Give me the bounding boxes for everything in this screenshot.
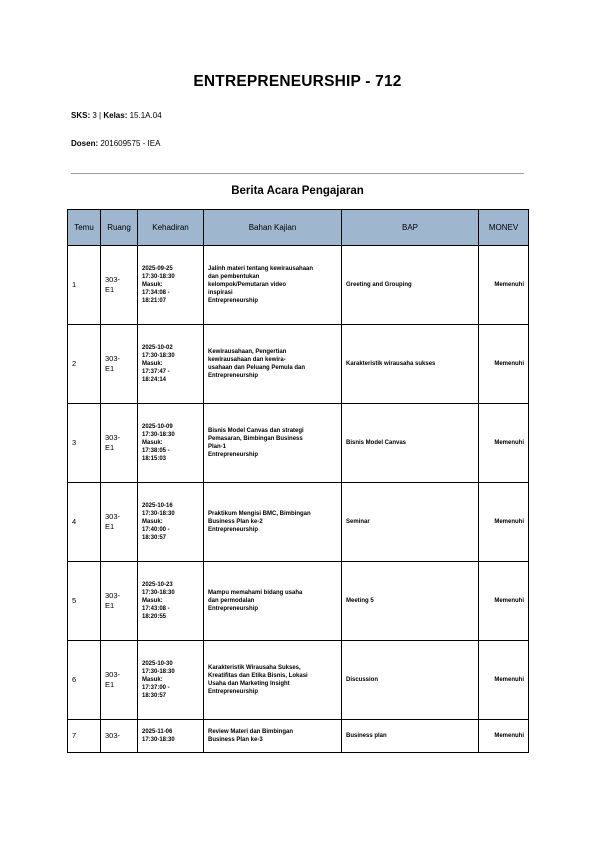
cell-kehadiran [138,404,204,483]
col-header-temu: Temu [68,210,101,246]
col-header-ruang: Ruang [101,210,138,246]
cell-kehadiran-line: 17:30-18:30 [142,511,175,517]
cell-bahan-kajian-line: Entrepreneurship [208,298,259,304]
lecturer-meta [71,139,160,148]
cell-bap: Greeting and Grouping [342,246,479,325]
cell-ruang [101,404,138,483]
cell-bap: Meeting 5 [342,562,479,641]
cell-bahan-kajian-line: Mampu memahami bidang usaha [208,590,303,596]
cell-monev: Memenuhi [479,720,529,753]
cell-ruang-line: E1 [105,443,115,452]
cell-kehadiran-line: 17:30-18:30 [142,669,175,675]
cell-monev: Memenuhi [479,641,529,720]
cell-monev: Memenuhi [479,246,529,325]
cell-bahan-kajian-line: Praktikum Mengisi BMC, Bimbingan [208,511,311,517]
table-row [68,483,529,562]
cell-bahan-kajian-line: Pemasaran, Bimbingan Business [208,436,303,442]
cell-ruang-line: 303- [105,275,121,284]
cell-kehadiran-line: Masuk: [142,519,163,525]
cell-bap: Bisnis Model Canvas [342,404,479,483]
table-row [68,720,529,753]
meta-separator: | [99,111,102,120]
cell-kehadiran-line: 17:30-18:30 [142,590,175,596]
col-header-monev: MONEV [479,210,529,246]
cell-ruang-line: E1 [105,285,115,294]
cell-ruang-line: 303- [105,591,121,600]
table-header-row [68,210,529,246]
cell-bahan-kajian-line: kelompok/Pemutaran video [208,282,287,288]
cell-ruang [101,483,138,562]
cell-monev: Memenuhi [479,404,529,483]
cell-ruang-line: 303- [105,433,121,442]
col-header-bahan-kajian: Bahan Kajian [204,210,342,246]
cell-ruang [101,720,138,753]
cell-ruang-line: E1 [105,522,115,531]
cell-kehadiran-line: 17:37:00 - [142,685,170,691]
cell-kehadiran-line: 17:30-18:30 [142,737,175,743]
cell-kehadiran-line: 17:30-18:30 [142,432,175,438]
cell-kehadiran-line: 2025-10-09 [142,424,173,430]
cell-kehadiran-line: 2025-09-25 [142,266,173,272]
cell-ruang-line: 303- [105,354,121,363]
cell-bahan-kajian-line: Usaha dan Marketing Insight [208,681,290,687]
cell-kehadiran-line: 17:38:05 - [142,448,170,454]
col-header-kehadiran: Kehadiran [138,210,204,246]
cell-kehadiran-line: 2025-10-23 [142,582,173,588]
cell-kehadiran-line: Masuk: [142,282,163,288]
table-row [68,641,529,720]
cell-temu: 6 [68,641,101,720]
dosen-value: 201609575 - IEA [100,139,161,148]
sks-value: 3 [92,111,97,120]
cell-temu: 1 [68,246,101,325]
cell-bahan-kajian-line: Bisnis Model Canvas dan strategi [208,428,304,434]
cell-temu: 4 [68,483,101,562]
sks-label: SKS: [71,111,91,120]
cell-bahan-kajian-line: dan permodalan [208,598,255,604]
cell-bahan-kajian-line: Entrepreneurship [208,527,259,533]
cell-temu: 7 [68,720,101,753]
divider [71,173,524,174]
table-row [68,325,529,404]
cell-bahan-kajian-line: kewirausahaan dan kewira- [208,357,286,363]
cell-bahan-kajian-line: Kreatifitas dan Etika Bisnis, Lokasi [208,673,308,679]
table-row [68,246,529,325]
cell-bahan-kajian-line: Review Materi dan Bimbingan [208,729,294,735]
cell-bap: Karakteristik wirausaha sukses [342,325,479,404]
cell-ruang [101,325,138,404]
cell-kehadiran-line: 17:34:08 - [142,290,170,296]
dosen-label: Dosen: [71,139,99,148]
cell-kehadiran-line: 17:30-18:30 [142,274,175,280]
cell-bap: Business plan [342,720,479,753]
cell-kehadiran-line: 2025-10-30 [142,661,173,667]
cell-kehadiran [138,246,204,325]
cell-bahan-kajian [204,641,342,720]
cell-kehadiran [138,641,204,720]
cell-bahan-kajian-line: Business Plan ke-3 [208,737,263,743]
cell-bahan-kajian-line: Entrepreneurship [208,452,259,458]
cell-ruang-line: E1 [105,680,115,689]
cell-kehadiran-line: 2025-10-02 [142,345,173,351]
cell-kehadiran [138,562,204,641]
cell-bahan-kajian-line: inspirasi [208,290,233,296]
cell-kehadiran-line: 18:20:55 [142,614,167,620]
cell-temu: 3 [68,404,101,483]
cell-kehadiran-line: 17:37:47 - [142,369,170,375]
cell-bahan-kajian [204,720,342,753]
cell-bahan-kajian-line: Jalinh materi tentang kewirausahaan [208,266,314,272]
col-header-bap: BAP [342,210,479,246]
cell-ruang-line: E1 [105,364,115,373]
cell-bahan-kajian-line: Karakteristik Wirausaha Sukses, [208,665,301,671]
cell-ruang [101,562,138,641]
cell-bahan-kajian [204,325,342,404]
cell-ruang-line: 303- [105,731,121,740]
cell-kehadiran [138,720,204,753]
cell-bahan-kajian-line: Entrepreneurship [208,373,259,379]
cell-ruang [101,246,138,325]
table-row [68,404,529,483]
cell-kehadiran-line: 2025-11-06 [142,729,173,735]
cell-ruang-line: 303- [105,512,121,521]
cell-bahan-kajian-line: Plan-1 [208,444,227,450]
cell-kehadiran [138,483,204,562]
page-title: ENTREPRENEURSHIP - 712 [193,73,402,90]
cell-kehadiran-line: Masuk: [142,361,163,367]
cell-kehadiran-line: Masuk: [142,440,163,446]
cell-kehadiran-line: 17:40:00 - [142,527,170,533]
cell-kehadiran [138,325,204,404]
cell-ruang-line: 303- [105,670,121,679]
cell-temu: 5 [68,562,101,641]
cell-bahan-kajian-line: dan pembentukan [208,274,260,280]
cell-bahan-kajian [204,483,342,562]
cell-kehadiran-line: Masuk: [142,598,163,604]
cell-ruang-line: E1 [105,601,115,610]
bap-table [67,209,529,753]
cell-kehadiran-line: 18:21:07 [142,298,167,304]
cell-bap: Seminar [342,483,479,562]
cell-kehadiran-line: 18:15:03 [142,456,167,462]
cell-kehadiran-line: 18:30:57 [142,535,167,541]
cell-kehadiran-line: 17:43:08 - [142,606,170,612]
cell-kehadiran-line: 2025-10-16 [142,503,173,509]
cell-kehadiran-line: 17:30-18:30 [142,353,175,359]
cell-ruang [101,641,138,720]
cell-bahan-kajian [204,562,342,641]
cell-bahan-kajian-line: Business Plan ke-2 [208,519,263,525]
cell-kehadiran-line: 18:24:14 [142,377,167,383]
cell-bahan-kajian [204,246,342,325]
cell-bahan-kajian [204,404,342,483]
cell-bahan-kajian-line: usahaan dan Peluang Pemula dan [208,365,306,371]
table-row [68,562,529,641]
cell-monev: Memenuhi [479,562,529,641]
cell-monev: Memenuhi [479,325,529,404]
cell-bahan-kajian-line: Entrepreneurship [208,606,259,612]
cell-bap: Discussion [342,641,479,720]
cell-bahan-kajian-line: Entrepreneurship [208,689,259,695]
cell-kehadiran-line: 18:30:57 [142,693,167,699]
cell-temu: 2 [68,325,101,404]
cell-kehadiran-line: Masuk: [142,677,163,683]
section-title: Berita Acara Pengajaran [231,185,364,197]
kelas-value: 15.1A.04 [129,111,162,120]
course-meta [71,111,162,120]
cell-bahan-kajian-line: Kewirausahaan, Pengertian [208,349,287,355]
kelas-label: Kelas: [103,111,128,120]
cell-monev: Memenuhi [479,483,529,562]
